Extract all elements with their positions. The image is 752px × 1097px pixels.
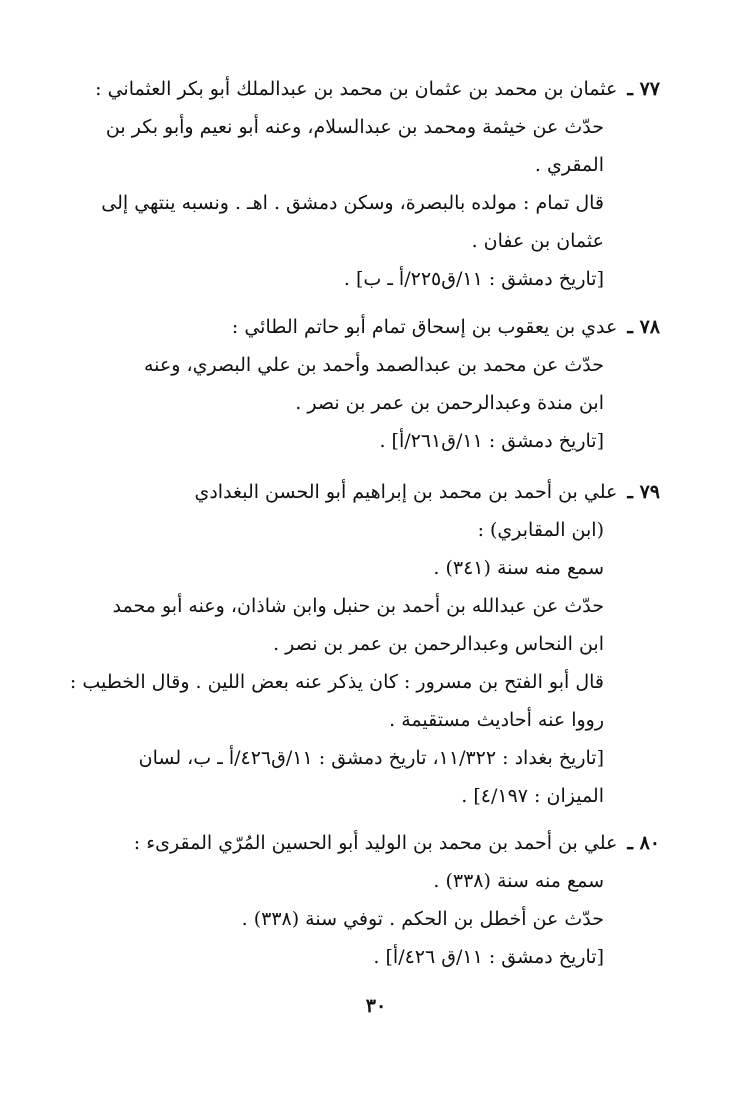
entry-line: قال أبو الفتح بن مسرور : كان يذكر عنه بعض اللين . وقال الخطيب : bbox=[69, 671, 604, 693]
entry-line: ابن مندة وعبدالرحمن بن عمر بن نصر . bbox=[295, 392, 604, 414]
entry-heading-text: عدي بن يعقوب بن إسحاق تمام أبو حاتم الطائي : bbox=[231, 316, 618, 338]
entry-78 bbox=[60, 308, 660, 460]
entry-line: عثمان بن عفان . bbox=[471, 230, 604, 252]
entry-line: قال تمام : مولده بالبصرة، وسكن دمشق . اهـ . ونسبه ينتهي إلى bbox=[101, 192, 604, 214]
entry-line: حدّث عن عبدالله بن أحمد بن حنبل وابن شاذان، وعنه أبو محمد bbox=[112, 595, 604, 617]
entry-number: ٧٩ ـ bbox=[627, 481, 660, 503]
citation: [تاريخ دمشق : ١١/ق٢٢٥/أ ـ ب] . bbox=[343, 268, 604, 290]
entry-77 bbox=[60, 70, 660, 298]
entry-line: ابن النحاس وعبدالرحمن بن عمر بن نصر . bbox=[273, 633, 604, 655]
entry-heading bbox=[60, 70, 660, 108]
entry-heading-text: علي بن أحمد بن محمد بن إبراهيم أبو الحسن البغدادي bbox=[194, 481, 618, 503]
entry-line: حدّث عن أخطل بن الحكم . توفي سنة (٣٣٨) . bbox=[241, 908, 604, 930]
entry-heading-text: عثمان بن محمد بن عثمان بن محمد بن عبدالملك أبو بكر العثماني : bbox=[95, 78, 618, 100]
entry-heading bbox=[60, 473, 660, 511]
entry-line: رووا عنه أحاديث مستقيمة . bbox=[389, 709, 604, 731]
entry-number: ٧٧ ـ bbox=[627, 78, 660, 100]
entry-line: سمع منه سنة (٣٤١) . bbox=[433, 557, 604, 579]
entry-line: سمع منه سنة (٣٣٨) . bbox=[433, 870, 604, 892]
entry-line: (ابن المقابري) : bbox=[477, 519, 604, 541]
entry-number: ٧٨ ـ bbox=[627, 316, 660, 338]
entry-heading bbox=[60, 824, 660, 862]
citation: الميزان : ٤/١٩٧] . bbox=[461, 785, 604, 807]
page-number: ٣٠ bbox=[365, 995, 387, 1017]
citation: [تاريخ بغداد : ١١/٣٢٢، تاريخ دمشق : ١١/ق٤٢٦/أ ـ ب، لسان bbox=[138, 747, 604, 769]
entry-number: ٨٠ ـ bbox=[627, 832, 660, 854]
entry-line: المقري . bbox=[534, 154, 604, 176]
entry-line: حدّث عن خيثمة ومحمد بن عبدالسلام، وعنه أبو نعيم وأبو بكر بن bbox=[105, 116, 604, 138]
citation: [تاريخ دمشق : ١١/ق ٤٢٦/أ] . bbox=[373, 946, 604, 968]
entry-heading bbox=[60, 308, 660, 346]
entry-line: حدّث عن محمد بن عبدالصمد وأحمد بن علي البصري، وعنه bbox=[143, 354, 604, 376]
entry-79 bbox=[60, 473, 660, 815]
entry-80 bbox=[60, 824, 660, 976]
entry-heading-text: علي بن أحمد بن محمد بن الوليد أبو الحسين المُرّي المقرىء : bbox=[133, 832, 618, 854]
citation: [تاريخ دمشق : ١١/ق٢٦١/أ] . bbox=[379, 430, 604, 452]
